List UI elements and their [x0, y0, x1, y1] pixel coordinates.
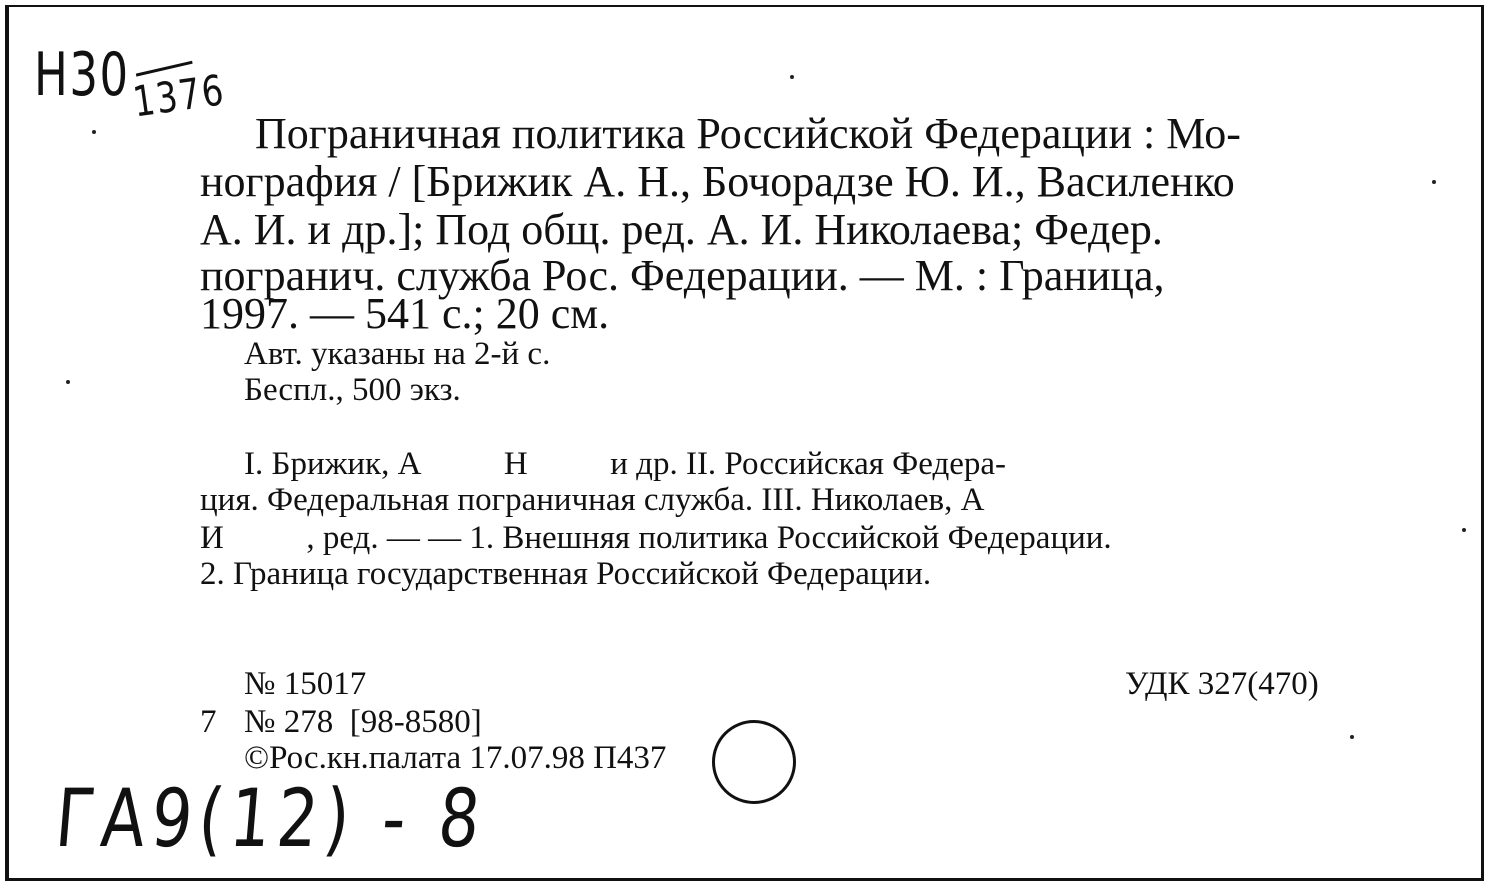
- tracing-line-2: ция. Федеральная пограничная служба. III. Николаев, А: [200, 482, 985, 518]
- note-authors: Авт. указаны на 2-й с.: [244, 336, 551, 372]
- tracing-line-3: И , ред. — — 1. Внешняя политика Российской Федерации.: [200, 520, 1112, 556]
- handwritten-shelf-mark: Н30: [34, 40, 130, 110]
- speck: [92, 130, 96, 134]
- book-chamber-line: ©Рос.кн.палата 17.07.98 П437: [244, 740, 667, 776]
- speck: [1462, 528, 1466, 532]
- second-number: № 278 [98-8580]: [244, 704, 482, 740]
- tracing-line-4: 2. Граница государственная Российской Федерации.: [200, 556, 932, 592]
- entry-line-2: нография / [Брижик А. Н., Бочорадзе Ю. И., Василенко: [200, 157, 1235, 206]
- left-marker: 7: [200, 704, 217, 740]
- entry-line-5: 1997. — 541 с.; 20 см.: [200, 289, 610, 338]
- speck: [66, 380, 70, 384]
- entry-line-1: Пограничная политика Российской Федерации : Мо-: [255, 109, 1241, 158]
- udk-code: УДК 327(470): [1125, 666, 1319, 702]
- speck: [1432, 180, 1436, 184]
- speck: [790, 75, 794, 79]
- tracing-line-1: I. Брижик, А Н и др. II. Российская Федера-: [244, 446, 1007, 482]
- handwritten-number-text: 1376: [130, 65, 228, 127]
- stamp-circle: [712, 720, 796, 804]
- card-number: № 15017: [244, 666, 367, 702]
- entry-line-3: А. И. и др.]; Под общ. ред. А. И. Николаева; Федер.: [200, 205, 1163, 254]
- entry-line-4: погранич. служба Рос. Федерации. — М. : Граница,: [200, 251, 1165, 300]
- note-print-run: Беспл., 500 экз.: [244, 372, 461, 408]
- speck: [1350, 735, 1354, 739]
- handwritten-bottom-note: ГА9(12) - 8: [52, 772, 490, 865]
